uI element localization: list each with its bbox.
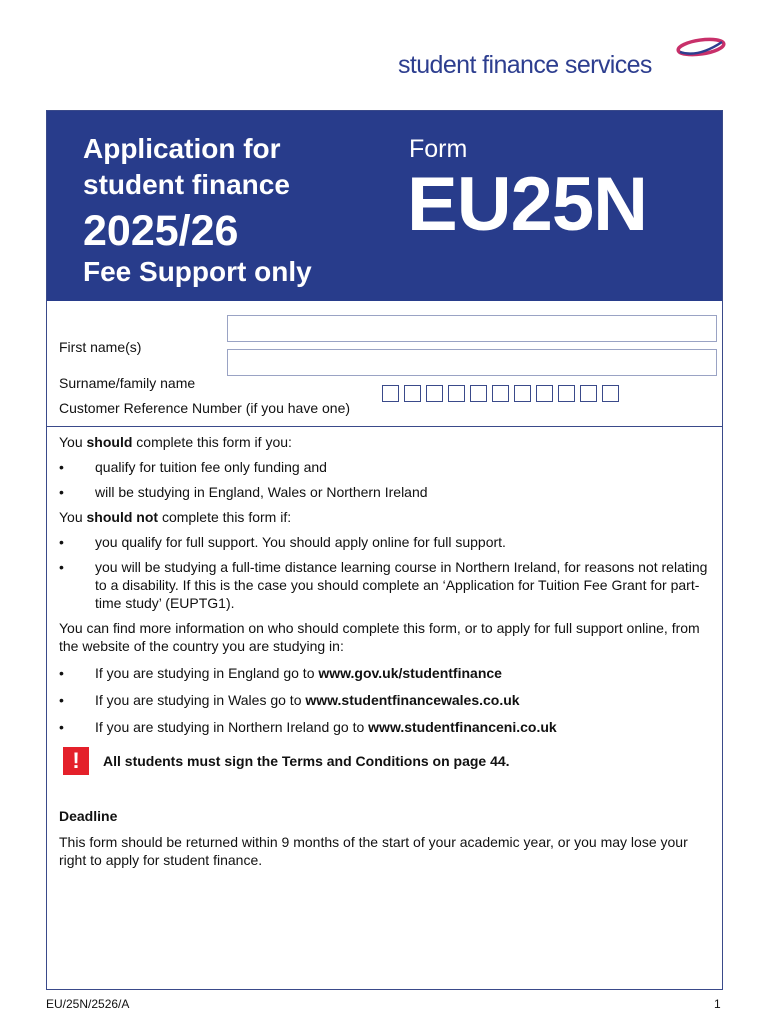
eligibility-info — [59, 433, 709, 736]
brand-name: student finance services — [398, 51, 652, 79]
should-not-heading: You should not complete this form if: — [59, 509, 292, 525]
crn-digit-box[interactable] — [382, 385, 399, 402]
form-frame — [46, 110, 723, 990]
title-banner — [47, 111, 722, 301]
first-name-input[interactable] — [227, 315, 717, 342]
first-name-label: First name(s) — [59, 339, 142, 355]
deadline-text: This form should be returned within 9 months of the start of your academic year, or you may lose your right to apply for student finance. — [59, 834, 688, 868]
crn-digit-box[interactable] — [514, 385, 531, 402]
footer-form-code: EU/25N/2526/A — [46, 997, 130, 1011]
list-item: • you qualify for full support. You should apply online for full support. — [59, 534, 506, 550]
list-item: • If you are studying in England go to www.gov.uk/studentfinance — [59, 665, 502, 681]
warning-text: All students must sign the Terms and Conditions on page 44. — [103, 753, 510, 769]
surname-label: Surname/family name — [59, 375, 196, 391]
crn-digit-box[interactable] — [580, 385, 597, 402]
crn-digit-box[interactable] — [492, 385, 509, 402]
warning-icon: ! — [63, 747, 89, 775]
crn-digit-box[interactable] — [536, 385, 553, 402]
deadline-heading: Deadline — [59, 808, 118, 824]
list-item: • qualify for tuition fee only funding and — [59, 459, 327, 475]
title-line-1: Application for — [83, 133, 281, 164]
more-info-text: You can find more information on who should complete this form, or to apply for full support online, from the website of the country you are studying in: — [59, 620, 700, 654]
link-wales[interactable]: www.studentfinancewales.co.uk — [305, 692, 520, 708]
crn-digit-box[interactable] — [448, 385, 465, 402]
crn-digit-box[interactable] — [426, 385, 443, 402]
link-england[interactable]: www.gov.uk/studentfinance — [318, 665, 502, 681]
crn-input-boxes[interactable] — [382, 385, 624, 402]
personal-details — [47, 301, 722, 427]
crn-label: Customer Reference Number (if you have one) — [59, 400, 351, 416]
subtitle: Fee Support only — [83, 256, 312, 287]
brand-logo — [398, 34, 728, 84]
title-line-2: student finance — [83, 169, 290, 200]
page-number: 1 — [714, 997, 721, 1011]
academic-year: 2025/26 — [83, 207, 239, 255]
list-item: • If you are studying in Wales go to www.studentfinancewales.co.uk — [59, 692, 520, 708]
logo-swoosh-icon — [674, 34, 728, 60]
crn-digit-box[interactable] — [404, 385, 421, 402]
surname-input[interactable] — [227, 349, 717, 376]
crn-digit-box[interactable] — [602, 385, 619, 402]
crn-digit-box[interactable] — [558, 385, 575, 402]
form-code: EU25N — [407, 162, 647, 247]
list-item: • will be studying in England, Wales or Northern Ireland — [59, 484, 428, 500]
list-item: • If you are studying in Northern Ireland go to www.studentfinanceni.co.uk — [59, 719, 557, 735]
form-label: Form — [409, 135, 468, 163]
should-heading: You should complete this form if you: — [59, 434, 292, 450]
link-northern-ireland[interactable]: www.studentfinanceni.co.uk — [368, 719, 557, 735]
crn-digit-box[interactable] — [470, 385, 487, 402]
list-item: • you will be studying a full-time distance learning course in Northern Ireland, for reasons not relating to a disability. If this is the case you should complete an ‘Application for Tuition Fee Grant for part-time study’ (EUPTG1). — [59, 559, 708, 611]
warning-callout — [63, 747, 510, 775]
